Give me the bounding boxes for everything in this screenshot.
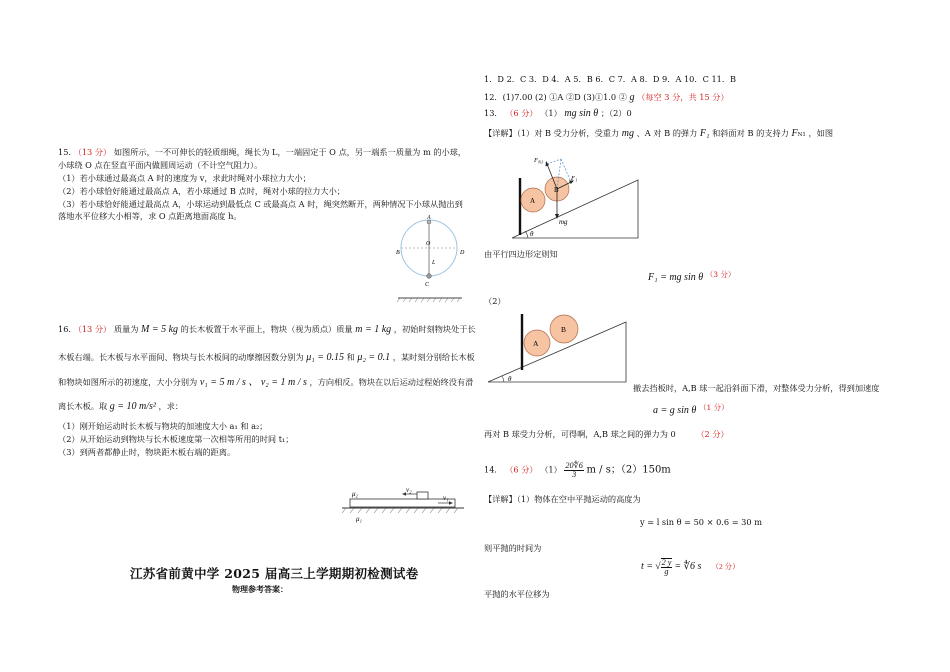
label-mu2: μ₂ (352, 490, 358, 498)
label-A: A (427, 215, 431, 221)
q16-line-3: 和物块如图所示的初速度，大小分别为 v₁ = 5 m / s 、 v₂ = 1 m / s ，方向相反。物块在以后运动过程始终没有滑 (58, 377, 474, 388)
answers-q12: 12．(1)7.00 (2) ①A ②D (3)①1.0 ② g （每空 3 分，共 15 分） (484, 92, 729, 103)
q14-para-4: 则平抛的时间为 (484, 543, 542, 553)
q15-line-3: （1）若小球通过最高点 A 时的速度为 v，求此时绳对小球拉力大小； (58, 173, 311, 183)
q16-line-4: 离长木板。取 g = 10 m/s² ，求： (58, 401, 184, 412)
label-mg: mg (559, 218, 568, 226)
label-mu1: μ₁ (356, 515, 362, 523)
q13-para-2: 撤去挡板时，A,B 球一起沿斜面下滑，对整体受力分析，得到加速度 (633, 383, 880, 393)
q16-line-7: （3）到两者都静止时，物块距木板右端的距离。 (58, 447, 236, 457)
q13-force-figure (496, 150, 646, 242)
q14-eq-1: y = l sin θ = 50 × 0.6 = 30 m (640, 517, 762, 527)
label-B: B (554, 186, 559, 194)
q13-para-3: 再对 B 球受力分析，可得啊，A,B 球之间的弹力为 0 （2 分） (484, 429, 729, 439)
label-B: B (561, 325, 567, 334)
label-A: A (530, 197, 536, 205)
q15-circle-figure (396, 214, 468, 306)
q13-part-2: （2） (484, 296, 506, 306)
label-v2: v₂ (406, 486, 412, 494)
q15-line-2: 小球绕 O 点在竖直平面内做圆周运动（不计空气阻力）。 (58, 160, 263, 170)
q15-line-4: （2）若小球恰好能通过最高点 A，若小球通过 B 点时，绳对小球的拉力大小； (58, 186, 345, 196)
q14-detail-1: 【详解】（1）物体在空中平抛运动的高度为 (484, 494, 641, 504)
q14-eq-2: t = √ $\frac{2 y}{g}$ = ∜6 s （2 分） (641, 558, 740, 577)
document-title: 江苏省前黄中学 2025 届高三上学期期初检测试卷 (130, 566, 419, 581)
label-D: D (460, 250, 465, 256)
q16-line-1: 16. （13 分） 质量为 M = 5 kg 的长木板置于水平面上，物块（视为质点）质量 m = 1 kg ，初始时刻物块处于长 (58, 324, 476, 335)
q13-eq-2: a = g sin θ （1 分） (653, 403, 729, 416)
document-subtitle: 物理参考答案： (232, 584, 288, 594)
label-v1: v₁ (443, 494, 449, 502)
label-FN1: $F_{N1}$ (534, 157, 544, 165)
q14-para-5: 平抛的水平位移为 (484, 589, 550, 599)
label-theta: θ (530, 230, 534, 238)
q13-para-1: 由平行四边形定则知 (484, 249, 558, 259)
q13-incline-figure (484, 310, 634, 384)
q13-detail-1: 【详解】（1）对 B 受力分析，受重力 mg 、A 对 B 的弹力 F₁ 和斜面对 B 的支持力 FN1 ，如图 (484, 128, 834, 139)
answers-q14: 14． （6 分） （1） $\frac{20∜6}{3}$ m / s；（2）150m (484, 461, 671, 480)
answers-q13: 13． （6 分） （1） mg sin θ ；（2）0 (484, 108, 632, 119)
label-C: C (425, 282, 430, 288)
label-O: O (426, 241, 431, 247)
q15-line-1: 15. （13 分） 如图所示，一不可伸长的轻质细绳，绳长为 L，一端固定于 O 点，另一端系一质量为 m 的小球， (58, 147, 467, 157)
label-theta: θ (508, 375, 512, 383)
answers-choice: 1．D 2．C 3．D 4．A 5．B 6．C 7．A 8．D 9．A 10．C 11．B (484, 74, 737, 84)
q16-line-5: （1）刚开始运动时长木板与物块的加速度大小 a₁ 和 a₂； (58, 421, 268, 431)
q16-line-2: 木板右端。长木板与水平面间、物块与长木板间的动摩擦因数分别为 μ₁ = 0.15 和 μ₂ = 0.1 ，某时刻分别给长木板 (58, 352, 475, 363)
label-L: L (432, 260, 436, 266)
q15-line-5: （3）若小球恰好能通过最高点 A，小球运动到最低点 C 或最高点 A 时，绳突然断开，两种情况下小球从抛出到 (58, 199, 463, 209)
label-F1: F₁ (571, 175, 578, 182)
label-A: A (533, 339, 539, 348)
label-B: B (396, 250, 400, 256)
q13-eq-1: F₁ = mg sin θ （3 分） (648, 270, 736, 283)
q16-board-figure (340, 484, 470, 528)
q15-line-6: 落地水平位移大小相等，求 O 点距离地面高度 h。 (58, 211, 242, 221)
q16-line-6: （2）从开始运动到物块与长木板速度第一次相等所用的时间 t₁； (58, 434, 294, 444)
